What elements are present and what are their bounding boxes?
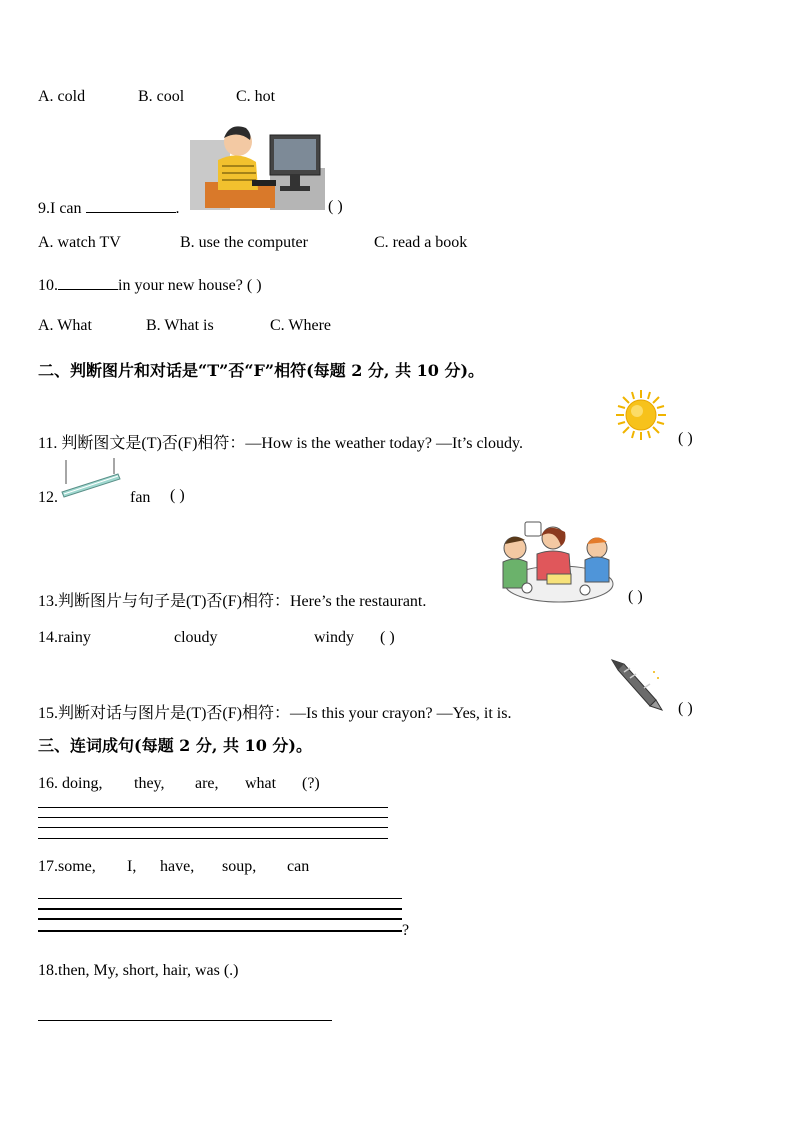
q13-text: 13.判断图片与句子是(T)否(F)相符：Here’s the restaurant. (38, 593, 427, 610)
q17-answer-line-1[interactable] (38, 898, 402, 899)
q17-answer-line-2[interactable] (38, 908, 402, 910)
q14-word-1: 14.rainy (38, 629, 91, 646)
q16-answer-line-3[interactable] (38, 827, 388, 828)
section-3-title: 三、连词成句(每题 2 分, 共 10 分)。 (38, 736, 312, 755)
q12-paren[interactable]: ( ) (170, 487, 185, 504)
restaurant-family-illustration (497, 518, 617, 604)
q14-paren[interactable]: ( ) (380, 629, 395, 646)
q15-text: 15.判断对话与图片是(T)否(F)相符：—Is this your crayon? —Yes, it is. (38, 705, 512, 722)
q11-text: 11. 判断图文是(T)否(F)相符：—How is the weather today? —It’s cloudy. (38, 435, 523, 452)
q17-word-4: soup, (222, 858, 257, 875)
fan-icon (60, 454, 122, 500)
q17-answer-line-3[interactable] (38, 918, 402, 920)
q16-word-5: (?) (302, 775, 320, 792)
sun-icon (614, 388, 668, 442)
q16-answer-line-1[interactable] (38, 807, 388, 808)
q16-word-3: are, (195, 775, 219, 792)
q17-question-mark: ? (402, 922, 410, 939)
q16-word-2: they, (134, 775, 165, 792)
q9-option-b: B. use the computer (180, 234, 308, 251)
q12-number: 12. (38, 489, 58, 506)
q16-answer-line-4[interactable] (38, 838, 388, 839)
q9-dot: . (175, 200, 180, 217)
q9-option-c: C. read a book (374, 234, 468, 251)
q10-stem (38, 275, 262, 295)
q16-word-1: 16. doing, (38, 775, 103, 792)
q18-text: 18.then, My, short, hair, was (.) (38, 962, 239, 979)
q17-answer-line-4[interactable] (38, 930, 402, 932)
q14-word-3: windy (314, 629, 354, 646)
q9-stem (38, 198, 180, 218)
q9-stem-text: 9.I can (38, 200, 82, 217)
q13-paren[interactable]: ( ) (628, 588, 643, 605)
q14-word-2: cloudy (174, 629, 218, 646)
q16-answer-line-2[interactable] (38, 817, 388, 818)
q10-option-c: C. Where (270, 317, 332, 334)
q15-paren[interactable]: ( ) (678, 700, 693, 717)
q10-stem-text: in your new house? ( ) (118, 277, 262, 294)
q12-word: fan (130, 489, 151, 506)
q17-word-2: I, (127, 858, 137, 875)
q9-answer-blank[interactable] (86, 198, 176, 213)
q9-option-a: A. watch TV (38, 234, 121, 251)
q10-option-a: A. What (38, 317, 92, 334)
q16-word-4: what (245, 775, 277, 792)
boy-computer-illustration (190, 120, 325, 210)
q10-number: 10. (38, 277, 58, 294)
q10-answer-blank[interactable] (58, 275, 118, 290)
q17-word-1: 17.some, (38, 858, 96, 875)
crayon-icon (610, 658, 664, 714)
q9-paren[interactable]: ( ) (328, 198, 343, 215)
section-2-title: 二、判断图片和对话是“T”否“F”相符(每题 2 分, 共 10 分)。 (38, 361, 485, 380)
q8-option-c: C. hot (236, 88, 276, 105)
q18-answer-line[interactable] (38, 1020, 332, 1021)
q11-paren[interactable]: ( ) (678, 430, 693, 447)
q17-word-3: have, (160, 858, 195, 875)
q8-option-b: B. cool (138, 88, 185, 105)
q8-option-a: A. cold (38, 88, 86, 105)
q17-word-5: can (287, 858, 310, 875)
q10-option-b: B. What is (146, 317, 214, 334)
